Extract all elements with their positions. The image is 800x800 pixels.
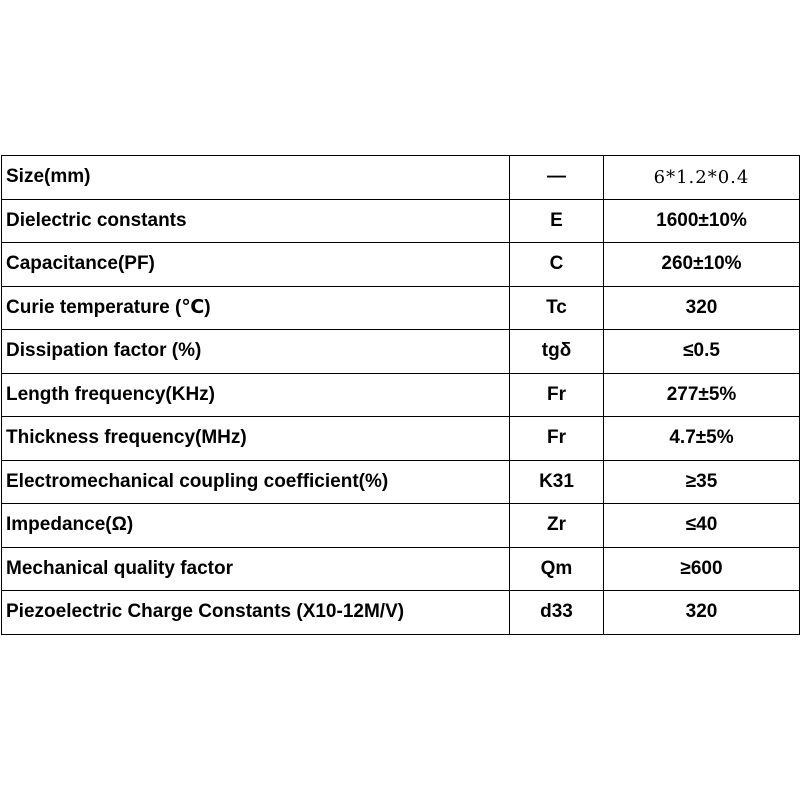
table-row-length-frequency <box>2 373 800 417</box>
table-row-size <box>2 156 800 200</box>
parameter-symbol: Zr <box>510 504 604 548</box>
table-row-impedance <box>2 504 800 548</box>
parameter-name: Dissipation factor (%) <box>2 330 510 374</box>
table-row-dielectric-constants <box>2 199 800 243</box>
table-row-mechanical-quality-factor <box>2 547 800 591</box>
parameter-value: ≥35 <box>604 460 800 504</box>
table-row-dissipation-factor <box>2 330 800 374</box>
parameter-name: Thickness frequency(MHz) <box>2 417 510 461</box>
parameter-name: Capacitance(PF) <box>2 243 510 287</box>
parameter-name: Piezoelectric Charge Constants (X10-12M/V) <box>2 591 510 635</box>
parameter-symbol: Fr <box>510 373 604 417</box>
parameter-value: 320 <box>604 286 800 330</box>
parameter-value: 4.7±5% <box>604 417 800 461</box>
parameter-symbol: Tc <box>510 286 604 330</box>
parameter-name: Curie temperature (℃) <box>2 286 510 330</box>
table-row-curie-temperature <box>2 286 800 330</box>
parameter-symbol: — <box>510 156 604 200</box>
parameter-name: Mechanical quality factor <box>2 547 510 591</box>
parameter-value: ≥600 <box>604 547 800 591</box>
parameter-symbol: tgδ <box>510 330 604 374</box>
parameter-value: 260±10% <box>604 243 800 287</box>
parameter-name: Impedance(Ω) <box>2 504 510 548</box>
parameter-value: ≤0.5 <box>604 330 800 374</box>
parameter-name: Size(mm) <box>2 156 510 200</box>
parameter-name: Length frequency(KHz) <box>2 373 510 417</box>
parameter-name: Electromechanical coupling coefficient(%) <box>2 460 510 504</box>
table-row-piezoelectric-charge-constants <box>2 591 800 635</box>
parameter-symbol: E <box>510 199 604 243</box>
table-row-thickness-frequency <box>2 417 800 461</box>
parameter-name: Dielectric constants <box>2 199 510 243</box>
table-row-capacitance <box>2 243 800 287</box>
parameter-value: 1600±10% <box>604 199 800 243</box>
parameter-symbol: K31 <box>510 460 604 504</box>
parameter-value: 6*1.2*0.4 <box>604 156 800 200</box>
table-row-coupling-coefficient <box>2 460 800 504</box>
specification-table <box>1 155 800 635</box>
parameter-value: 277±5% <box>604 373 800 417</box>
parameter-symbol: C <box>510 243 604 287</box>
parameter-symbol: d33 <box>510 591 604 635</box>
parameter-symbol: Fr <box>510 417 604 461</box>
parameter-symbol: Qm <box>510 547 604 591</box>
parameter-value: 320 <box>604 591 800 635</box>
parameter-value: ≤40 <box>604 504 800 548</box>
